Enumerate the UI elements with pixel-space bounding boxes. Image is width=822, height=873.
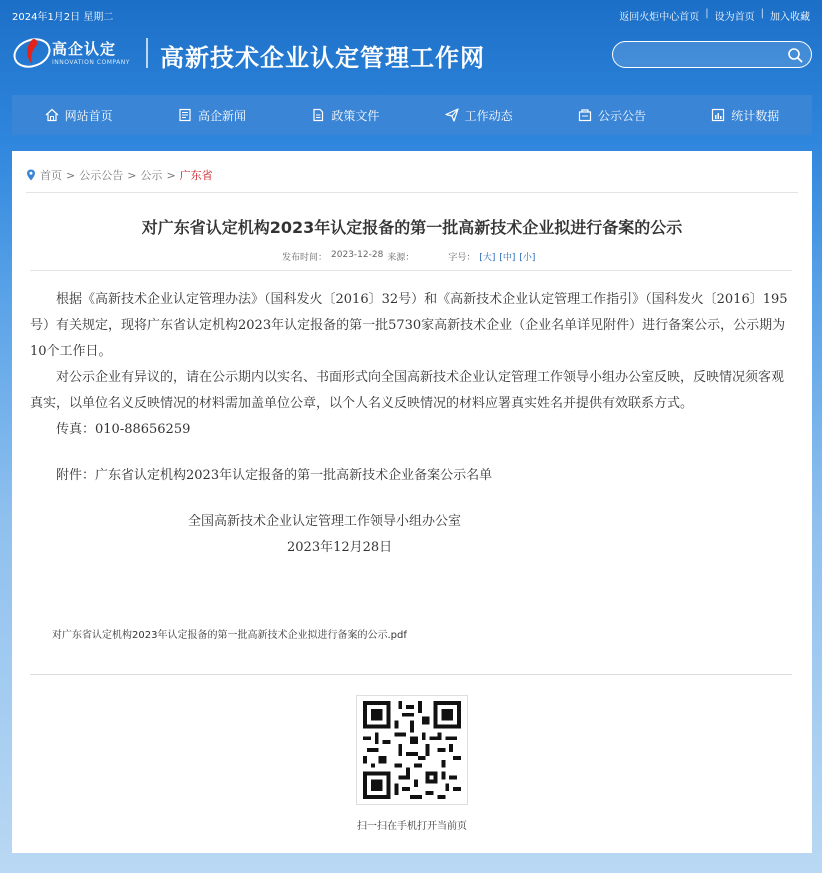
site-title: 高新技术企业认定管理工作网 [160,44,485,72]
font-size-label: 字号： [448,253,476,263]
body-paragraph: 根据《高新技术企业认定管理办法》（国科发火〔2016〕32号）和《高新技术企业认定管理工作指引》（国科发火〔2016〕195号）有关规定，现将广东省认定机构2023年认定报备的第一批5730家高新技术企业（企业名单详见附件）进行备案公示，公示期为10个工作日。 [30,292,788,359]
breadcrumb-announcements[interactable]: 公示公告 [79,169,124,182]
article-body [30,287,792,561]
fax-line: 传真：010-88656259 [56,422,191,437]
logo-text-cn: 高企认定 [52,40,117,58]
nav-item-label: 高企新闻 [197,108,246,123]
breadcrumb-public-notice[interactable]: 公示 [140,169,163,182]
nav-item-policy[interactable] [279,95,412,135]
divider [26,192,798,193]
nav-item-label: 网站首页 [64,108,113,123]
source-label: 来源： [387,253,415,263]
nav-item-statistics[interactable] [679,95,812,135]
qr-code-icon [362,701,462,799]
main-nav [12,95,812,135]
chart-icon [711,108,725,122]
divider [30,674,792,675]
attachment-pdf-link[interactable]: 对广东省认定机构2023年认定报备的第一批高新技术企业拟进行备案的公示.pdf [52,630,407,641]
nav-item-label: 统计数据 [731,108,780,123]
current-date: 2024年1月2日 星期二 [12,12,114,23]
home-icon [45,108,59,122]
site-logo[interactable] [12,34,138,70]
source [418,250,444,263]
set-homepage-link[interactable]: 设为首页 [714,12,755,23]
nav-item-announcements[interactable] [545,95,678,135]
announcement-icon [578,108,592,122]
location-pin-icon [26,169,36,181]
logo-emblem-icon [12,34,52,70]
article-title: 对广东省认定机构2023年认定报备的第一批高新技术企业拟进行备案的公示 [141,218,683,237]
top-strip [0,0,822,28]
search-input[interactable] [613,42,783,67]
divider [30,270,792,271]
search-box [612,41,812,68]
link-separator: | [705,8,709,19]
news-icon [178,108,192,122]
qr-code [356,695,468,805]
back-to-torch-center-link[interactable]: 返回火炬中心首页 [619,12,700,23]
article-meta [282,250,535,263]
search-icon[interactable] [787,47,803,63]
breadcrumb-home[interactable]: 首页 [40,169,62,182]
attachment-note: 附件：广东省认定机构2023年认定报备的第一批高新技术企业备案公示名单 [56,468,493,483]
nav-item-label: 政策文件 [331,108,380,123]
add-favorite-link[interactable]: 加入收藏 [770,12,810,23]
send-icon [445,108,459,122]
content-panel [12,151,812,853]
nav-item-label: 工作动态 [464,108,513,123]
body-paragraph: 对公示企业有异议的，请在公示期内以实名、书面形式向全国高新技术企业认定管理工作领导小组办公室反映，反映情况须客观真实，以单位名义反映情况的材料需加盖单位公章，以个人名义反映情况的材料应署真实姓名并提供有效联系方式。 [30,370,785,411]
document-icon [311,108,325,122]
breadcrumb-sep: > [127,168,137,182]
signature: 全国高新技术企业认定管理工作领导小组办公室 [188,514,462,529]
breadcrumb-sep: > [166,168,176,182]
logo-text-en: INNOVATION COMPANY [52,59,130,66]
top-links [619,8,810,23]
breadcrumb-current[interactable]: 广东省 [179,169,213,182]
breadcrumb [26,167,213,183]
nav-item-label: 公示公告 [597,108,646,123]
sign-date: 2023年12月28日 [287,540,393,555]
publish-time: 2023-12-28 [331,250,384,260]
nav-item-work-updates[interactable] [412,95,545,135]
nav-item-home[interactable] [12,95,145,135]
publish-time-label: 发布时间： [282,253,328,263]
font-size-large-button[interactable]: [大] [479,253,496,263]
breadcrumb-sep: > [66,168,76,182]
qr-caption: 扫一扫在手机打开当前页 [357,821,467,832]
link-separator: | [760,8,764,19]
font-size-medium-button[interactable]: [中] [499,253,516,263]
font-size-small-button[interactable]: [小] [519,253,536,263]
header-divider [146,38,148,68]
nav-item-news[interactable] [145,95,278,135]
